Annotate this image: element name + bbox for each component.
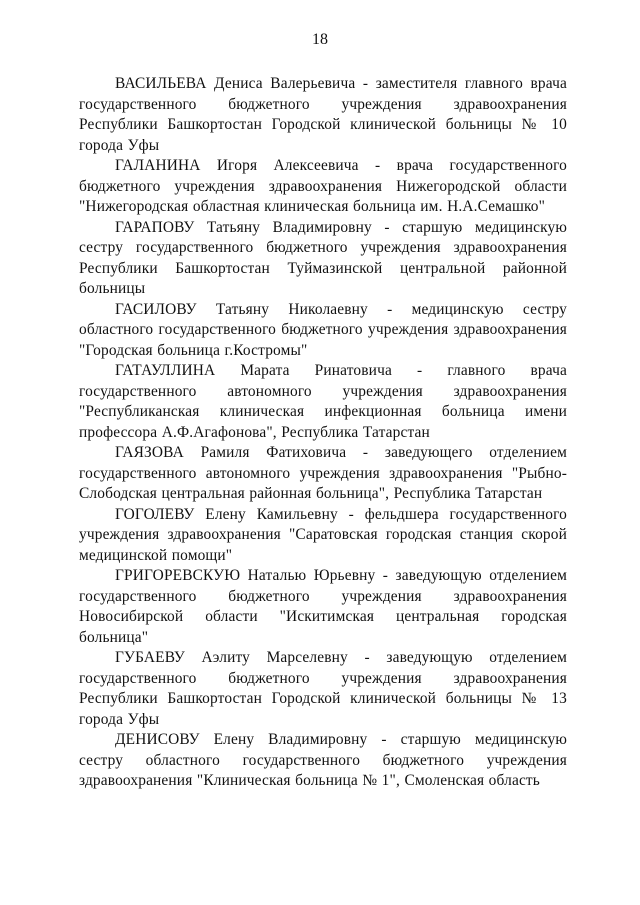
person-name: ГУБАЕВУ Аэлиту Марселевну [115,649,348,666]
list-item [79,730,567,792]
person-name: ГАСИЛОВУ Татьяну Николаевну [115,300,368,318]
person-position: - старшую медицинскую сестру областного государственного бюджетного учреждения здравоохранения "Клиническая больница № 1", Смоленская область [79,731,568,789]
list-item [79,443,567,505]
person-name: ВАСИЛЬЕВА Дениса Валерьевича [115,75,356,92]
list-item [79,74,567,156]
list-item [79,218,567,300]
list-item [79,648,567,730]
award-list [79,74,567,792]
person-position: - старшую медицинскую сестру государственного бюджетного учреждения здравоохранения Республики Башкортостан Туймазинской центральной районной больницы [79,218,568,297]
person-position: - медицинскую сестру областного государственного бюджетного учреждения здравоохранения "Городская больница г.Костромы" [79,300,567,359]
person-name: ГАЛАНИНА Игоря Алексеевича [115,157,359,174]
person-name: ГАРАПОВУ Татьяну Владимировну [115,218,372,236]
person-position: - главного врача государственного автономного учреждения здравоохранения "Республиканская клиническая инфекционная больница имени профессора А.Ф.Агафонова", Республика Татарстан [79,362,567,441]
person-position: - заведующего отделением государственного автономного учреждения здравоохранения "Рыбно-Слободская центральная районная больница", Республика Татарстан [79,444,568,502]
person-position: - заведующую отделением государственного бюджетного учреждения здравоохранения Республики Башкортостан Городской клинической больницы № 13 города Уфы [79,649,567,728]
person-position: - врача государственного бюджетного учреждения здравоохранения Нижегородской области "Нижегородская областная клиническая больница им. Н.А.Семашко" [79,157,568,215]
list-item [79,566,567,648]
page-number: 18 [312,31,328,48]
person-name: ГОГОЛЕВУ Елену Камильевну [115,505,338,523]
person-position: - фельдшера государственного учреждения здравоохранения "Саратовская городская станция скорой медицинской помощи" [79,505,567,564]
person-name: ГАТАУЛЛИНА Марата Ринатовича [115,362,392,379]
person-name: ГАЯЗОВА Рамиля Фатиховича [115,444,347,461]
person-name: ГРИГОРЕВСКУЮ Наталью Юрьевну [115,567,376,584]
person-name: ДЕНИСОВУ Елену Владимировну [115,731,368,748]
list-item [79,361,567,443]
person-position: - заместителя главного врача государственного бюджетного учреждения здравоохранения Республики Башкортостан Городской клинической больницы № 10 города Уфы [79,75,567,154]
list-item [79,156,567,218]
list-item [79,505,567,567]
list-item [79,300,567,362]
person-position: - заведующую отделением государственного бюджетного учреждения здравоохранения Новосибирской области "Искитимская центральная городская больница" [79,567,567,646]
